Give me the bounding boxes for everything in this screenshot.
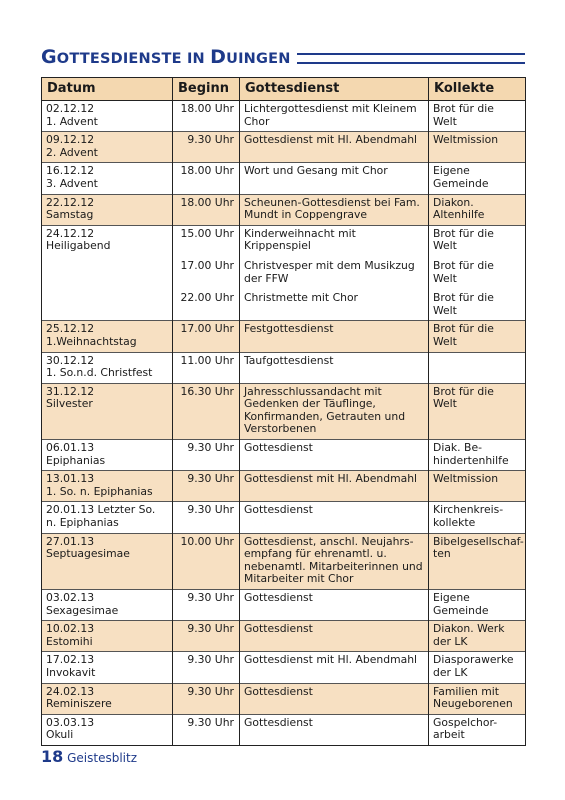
cell-datum: 02.12.12 1. Advent	[42, 101, 173, 132]
cell-kollekte: Brot für die Welt	[429, 383, 526, 439]
cell-kollekte: Brot für die Welt	[429, 225, 526, 256]
table-row	[42, 321, 526, 352]
cell-gottesdienst: Taufgottesdienst	[240, 352, 429, 383]
cell-gottesdienst: Scheunen-Gottesdienst bei Fam. Mundt in Coppengrave	[240, 194, 429, 225]
cell-beginn: 18.00 Uhr	[173, 101, 240, 132]
header-beginn: Beginn	[173, 78, 240, 101]
cell-beginn: 9.30 Uhr	[173, 440, 240, 471]
cell-kollekte: Brot für die Welt	[429, 321, 526, 352]
cell-beginn: 9.30 Uhr	[173, 590, 240, 621]
cell-datum	[42, 256, 173, 288]
table-row	[42, 471, 526, 502]
cell-datum: 16.12.12 3. Advent	[42, 163, 173, 194]
cell-gottesdienst: Christvesper mit dem Musikzug der FFW	[240, 256, 429, 288]
cell-kollekte: Eigene Gemeinde	[429, 163, 526, 194]
cell-beginn: 9.30 Uhr	[173, 471, 240, 502]
cell-kollekte: Bibelgesellschaf-ten	[429, 533, 526, 589]
table-row	[42, 714, 526, 745]
cell-kollekte: Diasporawerke der LK	[429, 652, 526, 683]
cell-gottesdienst: Gottesdienst	[240, 683, 429, 714]
cell-gottesdienst: Gottesdienst	[240, 502, 429, 533]
table-row	[42, 383, 526, 439]
cell-kollekte: Brot für die Welt	[429, 256, 526, 288]
header-gottesdienst: Gottesdienst	[240, 78, 429, 101]
cell-beginn: 18.00 Uhr	[173, 194, 240, 225]
cell-datum: 31.12.12 Silvester	[42, 383, 173, 439]
table-row	[42, 101, 526, 132]
cell-datum: 22.12.12 Samstag	[42, 194, 173, 225]
cell-gottesdienst: Gottesdienst	[240, 621, 429, 652]
page-heading	[41, 44, 525, 70]
cell-datum: 27.01.13 Septuagesimae	[42, 533, 173, 589]
cell-gottesdienst: Gottesdienst mit Hl. Abendmahl	[240, 652, 429, 683]
cell-beginn: 9.30 Uhr	[173, 683, 240, 714]
cell-kollekte: Weltmission	[429, 471, 526, 502]
cell-beginn: 17.00 Uhr	[173, 321, 240, 352]
table-row	[42, 256, 526, 288]
cell-gottesdienst: Gottesdienst, anschl. Neujahrs-empfang für ehrenamtl. u. nebenamtl. Mitarbeiterinnen und Mitarbeiter mit Chor	[240, 533, 429, 589]
services-table	[41, 77, 526, 746]
table-header-row	[42, 78, 526, 101]
cell-gottesdienst: Gottesdienst	[240, 590, 429, 621]
cell-datum: 25.12.12 1.Weihnachtstag	[42, 321, 173, 352]
cell-gottesdienst: Christmette mit Chor	[240, 288, 429, 321]
cell-kollekte: Eigene Gemeinde	[429, 590, 526, 621]
page-footer	[41, 747, 137, 766]
cell-beginn: 9.30 Uhr	[173, 714, 240, 745]
page-title: GOTTESDIENSTE IN DUINGEN	[41, 46, 291, 68]
cell-beginn: 11.00 Uhr	[173, 352, 240, 383]
cell-datum: 13.01.13 1. So. n. Epiphanias	[42, 471, 173, 502]
cell-beginn: 22.00 Uhr	[173, 288, 240, 321]
cell-kollekte: Brot für die Welt	[429, 288, 526, 321]
cell-beginn: 9.30 Uhr	[173, 652, 240, 683]
table-row	[42, 352, 526, 383]
cell-gottesdienst: Wort und Gesang mit Chor	[240, 163, 429, 194]
table-row	[42, 288, 526, 321]
cell-gottesdienst: Lichtergottesdienst mit Kleinem Chor	[240, 101, 429, 132]
cell-datum: 24.12.12 Heiligabend	[42, 225, 173, 256]
cell-datum: 20.01.13 Letzter So. n. Epiphanias	[42, 502, 173, 533]
header-kollekte: Kollekte	[429, 78, 526, 101]
table-row	[42, 440, 526, 471]
cell-gottesdienst: Gottesdienst mit Hl. Abendmahl	[240, 471, 429, 502]
cell-beginn: 17.00 Uhr	[173, 256, 240, 288]
table-row	[42, 533, 526, 589]
table-row	[42, 652, 526, 683]
cell-kollekte: Gospelchor-arbeit	[429, 714, 526, 745]
cell-beginn: 16.30 Uhr	[173, 383, 240, 439]
cell-beginn: 15.00 Uhr	[173, 225, 240, 256]
page-number: 18	[41, 747, 64, 766]
header-datum: Datum	[42, 78, 173, 101]
title-double-rule	[297, 53, 525, 64]
cell-gottesdienst: Jahresschlussandacht mit Gedenken der Täuflinge, Konfirmanden, Getrauten und Verstorbenen	[240, 383, 429, 439]
cell-kollekte: Familien mit Neugeborenen	[429, 683, 526, 714]
cell-kollekte: Brot für die Welt	[429, 101, 526, 132]
cell-datum: 03.02.13 Sexagesimae	[42, 590, 173, 621]
cell-gottesdienst: Gottesdienst mit Hl. Abendmahl	[240, 132, 429, 163]
cell-beginn: 9.30 Uhr	[173, 132, 240, 163]
cell-kollekte: Kirchenkreis-kollekte	[429, 502, 526, 533]
cell-kollekte: Diakon. Altenhilfe	[429, 194, 526, 225]
cell-kollekte: Diakon. Werk der LK	[429, 621, 526, 652]
cell-gottesdienst: Festgottesdienst	[240, 321, 429, 352]
cell-gottesdienst: Gottesdienst	[240, 714, 429, 745]
table-row	[42, 225, 526, 256]
cell-kollekte: Weltmission	[429, 132, 526, 163]
table-row	[42, 194, 526, 225]
cell-beginn: 9.30 Uhr	[173, 621, 240, 652]
cell-beginn: 9.30 Uhr	[173, 502, 240, 533]
cell-beginn: 10.00 Uhr	[173, 533, 240, 589]
cell-kollekte: Diak. Be-hindertenhilfe	[429, 440, 526, 471]
table-row	[42, 502, 526, 533]
cell-gottesdienst: Gottesdienst	[240, 440, 429, 471]
cell-datum: 10.02.13 Estomihi	[42, 621, 173, 652]
cell-beginn: 18.00 Uhr	[173, 163, 240, 194]
cell-datum: 09.12.12 2. Advent	[42, 132, 173, 163]
table-row	[42, 163, 526, 194]
cell-gottesdienst: Kinderweihnacht mit Krippenspiel	[240, 225, 429, 256]
cell-datum: 17.02.13 Invokavit	[42, 652, 173, 683]
cell-datum: 03.03.13 Okuli	[42, 714, 173, 745]
table-row	[42, 590, 526, 621]
table-row	[42, 683, 526, 714]
cell-kollekte	[429, 352, 526, 383]
cell-datum: 30.12.12 1. So.n.d. Christfest	[42, 352, 173, 383]
magazine-name: Geistesblitz	[67, 751, 137, 765]
table-row	[42, 621, 526, 652]
cell-datum	[42, 288, 173, 321]
cell-datum: 06.01.13 Epiphanias	[42, 440, 173, 471]
cell-datum: 24.02.13 Reminiszere	[42, 683, 173, 714]
table-row	[42, 132, 526, 163]
